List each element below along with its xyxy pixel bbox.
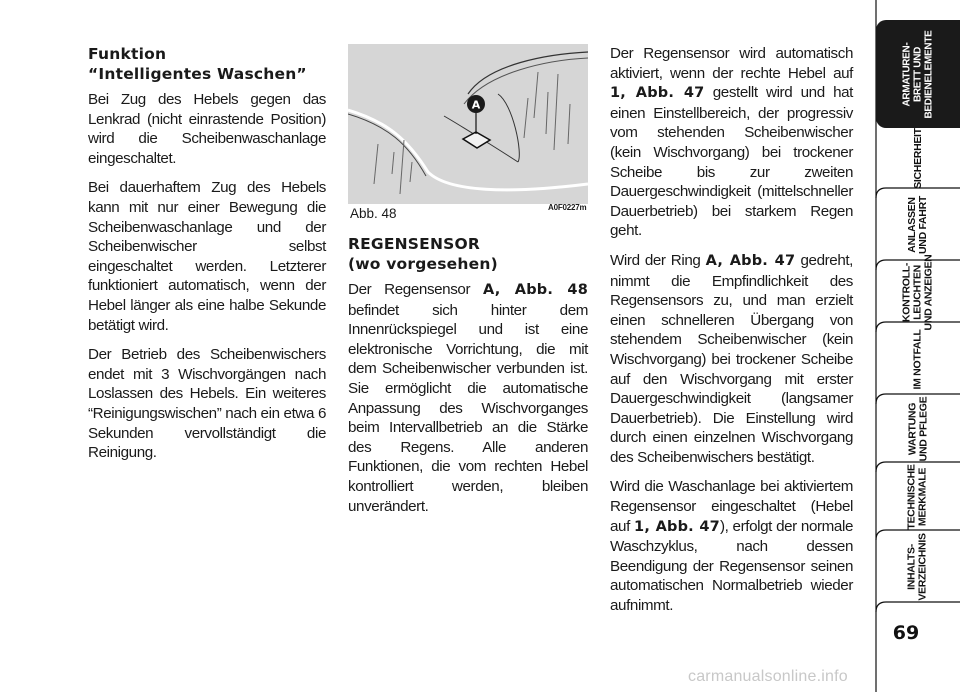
figure-code: A0F0227m (548, 203, 587, 212)
paragraph: Bei dauerhaftem Zug des Hebels kann mit nur einer Bewegung die Scheibenwaschanlage und der Scheibenwischer selbst eingeschaltet werden. Letzterer funktioniert automatisch, wenn der Hebel länger als eine halbe Sekunde betätigt wird. (88, 179, 326, 334)
tab-label: INHALTS- VERZEICHNIS (905, 533, 929, 601)
paragraph-text: ), erfolgt der normale Waschzyklus, nach dessen Beendigung der Regensensor seinen automatischen Normalbetrieb wieder aufnimmt. (610, 517, 853, 615)
tab-dashboard-controls[interactable] (876, 20, 960, 128)
paragraph-text: befindet sich hinter dem Innenrückspiegel und ist eine elektronische Vorrichtung, die mit dem Scheibenwischer verbunden ist. Sie ermöglicht die automatische Anpassung des Wischvorganges beim Intervallbetrieb an die Stärke des Regens. Alle anderen Funktionen, die vom rechten Hebel kontrolliert werden, bleiben unverändert. (348, 301, 588, 515)
chapter-index-sidebar (866, 0, 960, 692)
paragraph: Der Betrieb des Scheibenwischers endet mit 3 Wischvorgängen nach Loslassen des Hebels. Ein weiteres “Reinigungswischen” nach ein etwa 6 Sekunden vervollständigt die Reinigung. (88, 346, 326, 462)
tab-warning-lights[interactable] (876, 254, 960, 330)
heading-line: (wo vorgesehen) (348, 255, 498, 273)
figure-reference: 1, Abb. 47 (634, 518, 720, 535)
tab-maintenance[interactable] (876, 396, 960, 462)
heading-line: “Intelligentes Waschen” (88, 65, 307, 83)
tab-index[interactable] (876, 532, 960, 602)
rain-sensor-illustration (348, 44, 588, 204)
section-heading-rain-sensor (348, 234, 588, 274)
callout-marker: A (471, 98, 481, 112)
figure-reference: A, Abb. 47 (705, 252, 796, 269)
tab-label: SICHERHEIT (911, 127, 924, 189)
tab-label: WARTUNG UND PFLEGE (905, 396, 929, 462)
heading-line: REGENSENSOR (348, 235, 481, 253)
tab-label: ARMATUREN- BRETT UND BEDIENELEMENTE (901, 29, 935, 119)
tab-safety[interactable] (876, 128, 960, 188)
paragraph: Bei Zug des Hebels gegen das Lenkrad (nicht einrastende Position) wird die Scheibenwaschanlage eingeschaltet. (88, 91, 326, 167)
paragraph-text: Wird der Ring (610, 251, 706, 269)
paragraph (610, 44, 853, 241)
paragraph-text: gedreht, nimmt die Empfindlichkeit des Regensensors zu, und man erzielt einen schnelleren Übergang von stehendem Scheibenwischer (kein Wischvorgang) bei trockener Scheibe auf den Wischvorgang mit erster Dauergeschwindigkeit (langsamer Dauerbetrieb). Die Einstellung wird durch einen einzelnen Wischvorgang des Scheibenwischers bestätigt. (610, 251, 854, 466)
section-heading-intelligent-wash (88, 44, 326, 84)
figure-reference: A, Abb. 48 (483, 282, 588, 298)
middle-column (348, 234, 588, 526)
watermark: carmanualsonline.info (688, 668, 848, 685)
figure-caption: Abb. 48 (350, 206, 397, 221)
page-number: 69 (892, 622, 920, 644)
paragraph-text: Der Regensensor (348, 281, 484, 298)
paragraph-text: gestellt wird und hat einen Einstellbereich, der progressiv vom stehenden Scheibenwischer (kein Wischvorgang) bei trockener Scheibe bis zur zweiten Dauergeschwindigkeit (mittelschneller Dauerbetrieb) bei starkem Regen geht. (610, 84, 853, 240)
right-column (610, 44, 853, 626)
paragraph (348, 280, 588, 516)
paragraph-text: Wird die Waschanlage bei aktiviertem Regensensor eingeschaltet (Hebel auf (610, 478, 853, 535)
paragraph-text: Der Regensensor wird automatisch aktiviert, wenn der rechte Hebel auf (610, 45, 853, 82)
left-column (88, 44, 326, 473)
tab-label: TECHNISCHE MERKMALE (905, 464, 929, 530)
tab-starting-driving[interactable] (876, 190, 960, 260)
tab-technical-data[interactable] (876, 464, 960, 530)
figure-reference: 1, Abb. 47 (610, 85, 705, 102)
tab-label: ANLASSEN UND FAHRT (906, 196, 929, 254)
figure-rain-sensor (348, 44, 588, 204)
tab-label: KONTROLL- LEUCHTEN UND ANZEIGEN (900, 254, 935, 330)
paragraph (610, 251, 853, 468)
heading-line: Funktion (88, 45, 167, 63)
tab-label: IM NOTFALL (911, 329, 924, 389)
tab-emergency[interactable] (876, 324, 960, 394)
paragraph (610, 477, 853, 615)
